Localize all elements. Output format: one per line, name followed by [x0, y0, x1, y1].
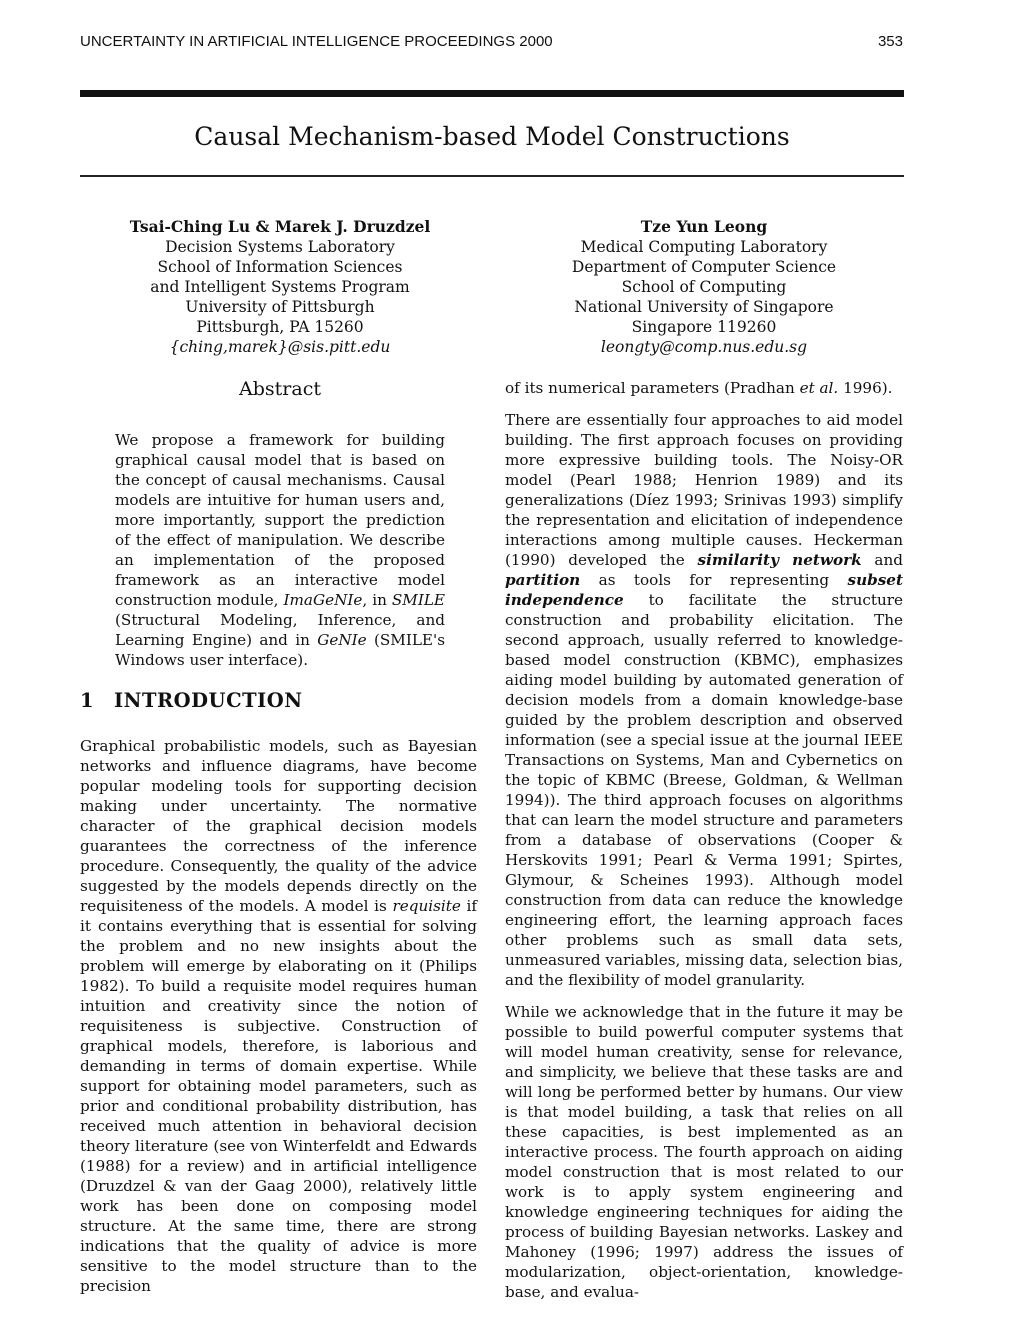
- running-title: UNCERTAINTY IN ARTIFICIAL INTELLIGENCE PROCEEDINGS 2000: [80, 33, 553, 50]
- paper-title: Causal Mechanism-based Model Constructions: [194, 122, 790, 151]
- section-number: 1: [80, 689, 95, 712]
- approaches-paragraph: [505, 410, 903, 990]
- affiliation-line: Singapore 119260: [631, 318, 777, 336]
- intro-paragraph: [80, 736, 477, 1296]
- page-number: 353: [877, 33, 903, 50]
- title-bottom-rule: [80, 175, 904, 177]
- abstract-text: (Structural Modeling, Inference, and Learning Engine) and in: [115, 611, 445, 649]
- emphasis-term: similarity network: [697, 551, 862, 569]
- abstract-heading: Abstract: [239, 378, 321, 400]
- body-text: to facilitate the structure construction and probability elicitation. The second approach, usually referred to knowledge-based model construction (KBMC), emphasizes aiding model building by automated generation of decision models from a domain knowledge-base guided by the problem description and observed information (see a special issue at the journal IEEE Transactions on Systems, Man and Cybernetics on the topic of KBMC (Breese, Goldman, & Wellman 1994)). The third approach focuses on algorithms that can learn the model structure and parameters from a database of observations (Cooper & Herskovits 1991; Pearl & Verma 1991; Spirtes, Glymour, & Scheines 1993). Although model construction from data can reduce the knowledge engineering effort, the learning approach faces other problems such as small data sets, unmeasured variables, missing data, selection bias, and the flexibility of model granularity.: [505, 591, 903, 989]
- continued-paragraph: [505, 378, 903, 398]
- author-names: Tsai-Ching Lu & Marek J. Druzdzel: [129, 217, 431, 236]
- abstract-italic: GeNIe: [317, 631, 367, 649]
- abstract-paragraph: [115, 430, 445, 670]
- emphasis-term: subset independence: [505, 571, 903, 609]
- author-email: leongty@comp.nus.edu.sg: [600, 338, 808, 356]
- body-italic: et al.: [799, 379, 839, 397]
- body-text: if it contains everything that is essential for solving the problem and no new insights about the problem will emerge by elaborating on it (Philips 1982). To build a requisite model requires human intuition and creativity since the notion of requisiteness is subjective. Construction of graphical models, therefore, is laborious and demanding in terms of domain expertise. While support for obtaining model parameters, such as prior and conditional probability distribution, has received much attention in behavioral decision theory literature (see von Winterfeldt and Edwards (1988) for a review) and in artificial intelligence (Druzdzel & van der Gaag 2000), relatively little work has been done on composing model structure. At the same time, there are strong indications that the quality of advice is more sensitive to the model structure than to the precision: [80, 897, 477, 1295]
- abstract-italic: ImaGeNIe: [283, 591, 363, 609]
- abstract-italic: SMILE: [391, 591, 446, 609]
- affiliation-line: Decision Systems Laboratory: [165, 238, 395, 256]
- affiliation-line: School of Information Sciences: [157, 258, 403, 276]
- abstract-body: [115, 430, 445, 670]
- body-text: There are essentially four approaches to aid model building. The first approach focuses on providing more expressive building tools. The Noisy-OR model (Pearl 1988; Henrion 1989) and its generalizations (Díez 1993; Srinivas 1993) simplify the representation and elicitation of independence interactions among multiple causes. Heckerman (1990) developed the: [505, 411, 903, 569]
- author-names: Tze Yun Leong: [640, 217, 768, 236]
- affiliation-line: Medical Computing Laboratory: [580, 238, 828, 256]
- view-paragraph: While we acknowledge that in the future it may be possible to build powerful computer systems that will model human creativity, sense for relevance, and simplicity, we believe that these tasks are and will long be performed better by humans. Our view is that model building, a task that relies on all these capacities, is best implemented as an interactive process. The fourth approach on aiding model construction that is most related to our work is to apply system engineering and knowledge engineering techniques for aiding the process of building Bayesian networks. Laskey and Mahoney (1996; 1997) address the issues of modularization, object-orientation, knowledge-base, and evalua-: [505, 1003, 903, 1301]
- body-italic: requisite: [392, 897, 461, 915]
- title-top-rule: [80, 90, 904, 97]
- body-text: Graphical probabilistic models, such as Bayesian networks and influence diagrams, have become popular modeling tools for supporting decision making under uncertainty. The normative character of the graphical decision models guarantees the correctness of the inference procedure. Consequently, the quality of the advice suggested by the models depends directly on the requisiteness of the models. A model is: [80, 737, 477, 915]
- body-text: 1996).: [838, 379, 893, 397]
- running-head: [80, 33, 903, 50]
- body-text: and: [861, 551, 903, 569]
- author-block-nus: [504, 217, 904, 357]
- affiliation-line: University of Pittsburgh: [185, 298, 375, 316]
- body-text: of its numerical parameters (Pradhan: [505, 379, 800, 397]
- affiliation-line: Pittsburgh, PA 15260: [196, 318, 364, 336]
- abstract-text: We propose a framework for building graphical causal model that is based on the concept of causal mechanisms. Causal models are intuitive for human users and, more importantly, support the prediction of the effect of manipulation. We describe an implementation of the proposed framework as an interactive model construction module,: [115, 431, 445, 609]
- body-text: as tools for representing: [580, 571, 848, 589]
- affiliation-line: and Intelligent Systems Program: [150, 278, 410, 296]
- introduction-body: [80, 736, 477, 1296]
- abstract-text: , in: [362, 591, 392, 609]
- section-title: INTRODUCTION: [114, 689, 303, 712]
- author-email: {ching,marek}@sis.pitt.edu: [169, 338, 391, 356]
- abstract-text: (SMILE's Windows user interface).: [115, 631, 445, 669]
- emphasis-term: partition: [505, 571, 581, 589]
- author-block-pitt: [80, 217, 480, 357]
- affiliation-line: National University of Singapore: [574, 298, 834, 316]
- section-heading-introduction: [80, 689, 303, 712]
- right-column: [505, 378, 903, 1302]
- affiliation-line: School of Computing: [621, 278, 787, 296]
- affiliation-line: Department of Computer Science: [571, 258, 837, 276]
